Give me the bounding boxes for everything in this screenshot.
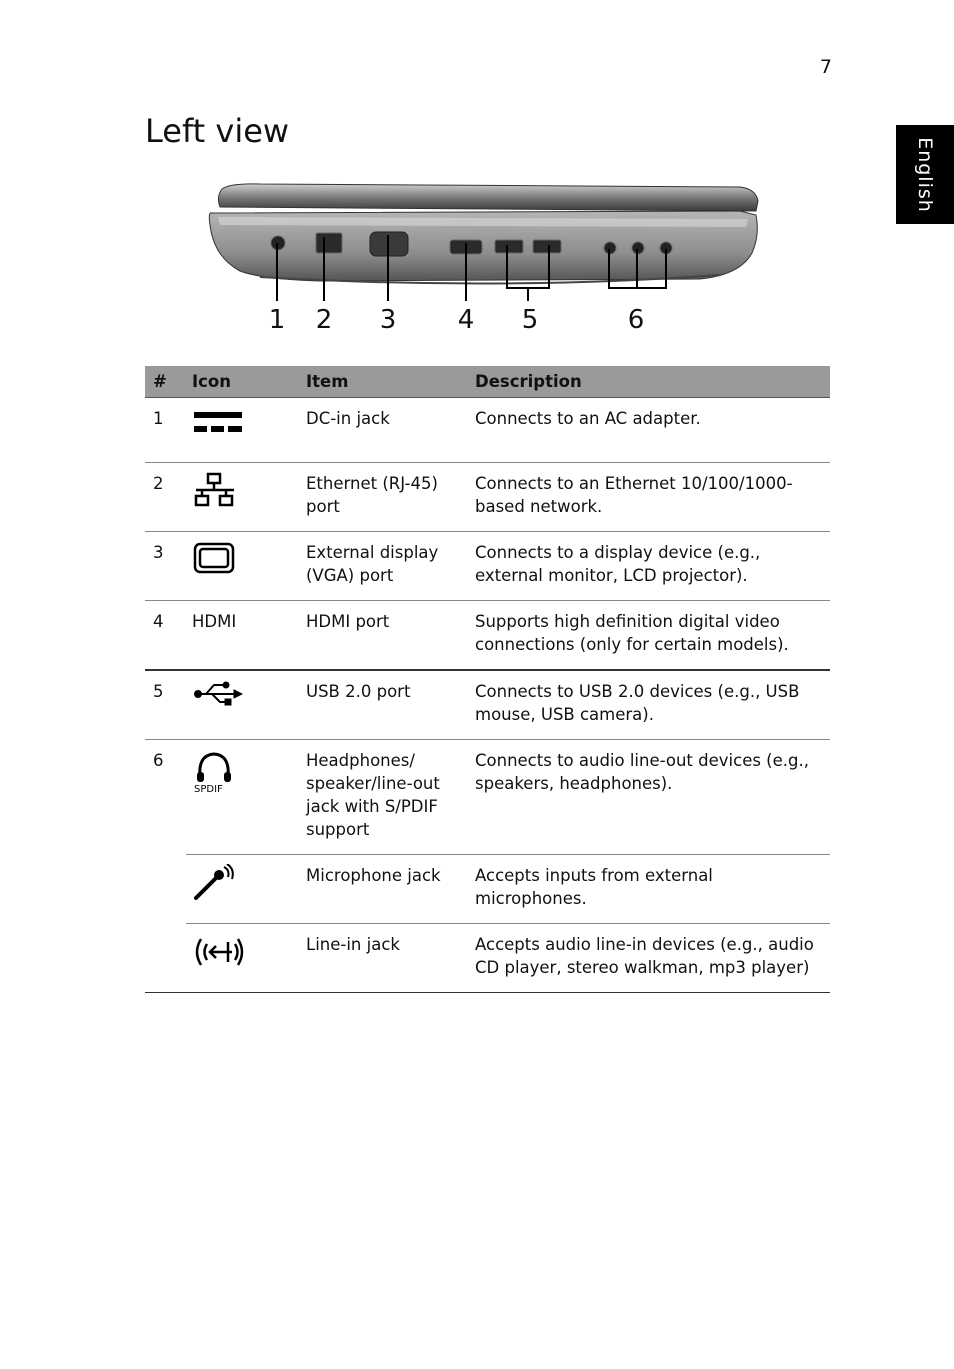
row-num	[145, 924, 186, 993]
callout-4: 4	[457, 305, 475, 335]
usb-icon	[192, 680, 244, 706]
spdif-label: SPDIF	[194, 784, 223, 793]
row-description: Connects to an AC adapter.	[469, 398, 830, 463]
header-item: Item	[300, 366, 469, 398]
row-item: Line-in jack	[300, 924, 469, 993]
header-icon: Icon	[186, 366, 300, 398]
row-item: USB 2.0 port	[300, 670, 469, 740]
headphones-icon	[192, 749, 238, 793]
row-description: Connects to an Ethernet 10/100/1000-based network.	[469, 463, 830, 532]
microphone-icon	[192, 864, 236, 902]
table-row	[145, 670, 830, 740]
laptop-left-view-figure	[200, 175, 770, 345]
row-description: Connects to a display device (e.g., external monitor, LCD projector).	[469, 532, 830, 601]
callout-1: 1	[268, 305, 286, 335]
vga-display-icon	[192, 541, 238, 575]
row-num: 4	[145, 601, 186, 671]
table-row	[145, 532, 830, 601]
language-tab	[896, 125, 954, 224]
callout-2: 2	[315, 305, 333, 335]
table-row	[145, 463, 830, 532]
row-icon-cell	[186, 924, 300, 993]
row-num	[145, 855, 186, 924]
header-description: Description	[469, 366, 830, 398]
row-icon-cell	[186, 463, 300, 532]
ethernet-network-icon	[192, 472, 238, 508]
header-num: #	[145, 366, 186, 398]
page-title: Left view	[145, 112, 290, 150]
row-item: Microphone jack	[300, 855, 469, 924]
ports-table	[145, 366, 830, 993]
row-item: Ethernet (RJ-45) port	[300, 463, 469, 532]
row-icon-cell	[186, 398, 300, 463]
page-number: 7	[819, 56, 832, 78]
row-description: Connects to audio line-out devices (e.g., speakers, headphones).	[469, 740, 830, 855]
row-num: 1	[145, 398, 186, 463]
hdmi-label: HDMI	[186, 601, 300, 671]
row-item: DC-in jack	[300, 398, 469, 463]
language-tab-label: English	[914, 136, 936, 213]
row-num: 2	[145, 463, 186, 532]
row-icon-cell	[186, 740, 300, 855]
row-description: Accepts audio line-in devices (e.g., audio CD player, stereo walkman, mp3 player)	[469, 924, 830, 993]
row-num: 5	[145, 670, 186, 740]
row-description: Connects to USB 2.0 devices (e.g., USB mouse, USB camera).	[469, 670, 830, 740]
row-item: External display (VGA) port	[300, 532, 469, 601]
callout-5: 5	[521, 305, 539, 335]
table-row	[145, 740, 830, 855]
row-icon-cell	[186, 855, 300, 924]
row-item: Headphones/ speaker/line-out jack with S/PDIF support	[300, 740, 469, 855]
line-in-icon	[192, 933, 244, 971]
row-num: 3	[145, 532, 186, 601]
callout-6: 6	[627, 305, 645, 335]
table-row	[145, 855, 830, 924]
table-row	[145, 601, 830, 671]
row-icon-cell	[186, 670, 300, 740]
table-header-row	[145, 366, 830, 398]
callout-3: 3	[379, 305, 397, 335]
table-row	[145, 398, 830, 463]
row-item: HDMI port	[300, 601, 469, 671]
row-description: Accepts inputs from external microphones.	[469, 855, 830, 924]
dc-power-icon	[192, 407, 244, 437]
row-icon-cell	[186, 532, 300, 601]
table-row	[145, 924, 830, 993]
row-num: 6	[153, 751, 164, 770]
row-description: Supports high definition digital video connections (only for certain models).	[469, 601, 830, 671]
